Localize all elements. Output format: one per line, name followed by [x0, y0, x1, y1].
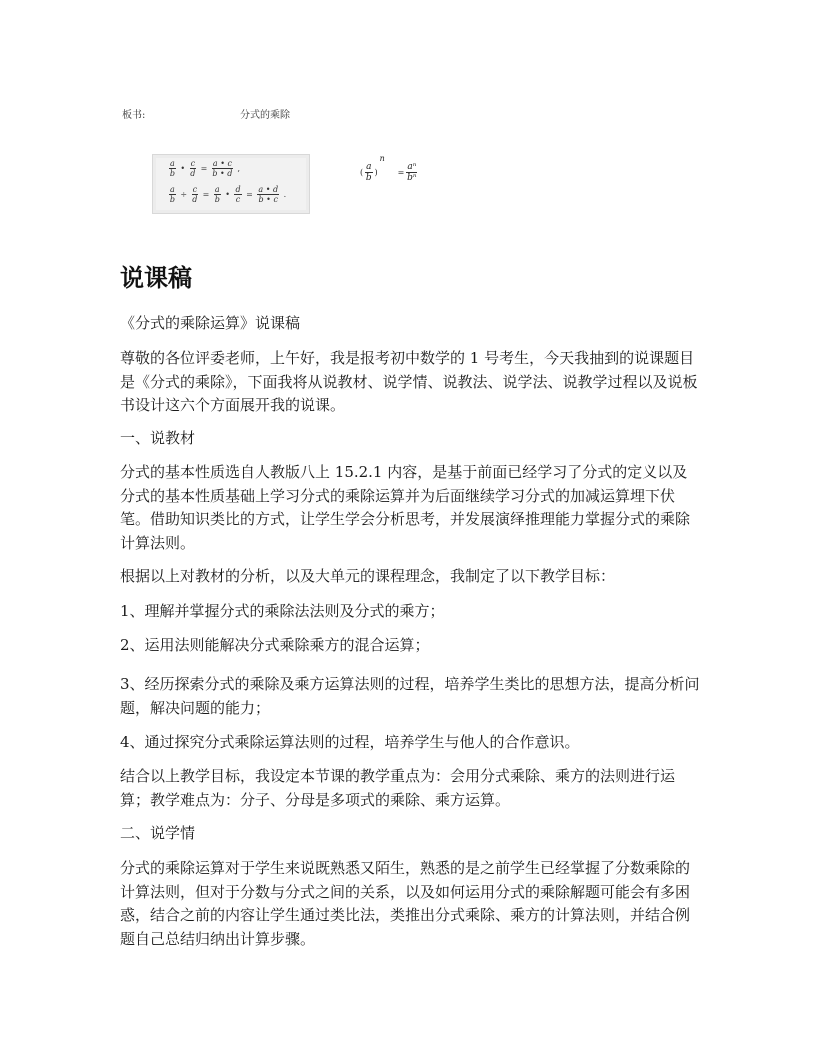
objective-4: 4、通过探究分式乘除运算法则的过程，培养学生与他人的合作意识。 — [120, 733, 580, 751]
f2-div: ÷ — [180, 190, 188, 199]
f2-result-num: a • d — [258, 185, 279, 194]
paragraph-key-points: 结合以上教学目标，我设定本节课的教学重点为：会用分式乘除、乘方的法则进行运算；教学难点为：分子、分母是多项式的乘除、乘方运算。 — [120, 767, 676, 809]
objective-3: 3、经历探索分式的乘除及乘方运算法则的过程，培养学生类比的思想方法，提高分析问题，解决问题的能力； — [120, 675, 700, 717]
f2-den-d: d — [192, 195, 198, 204]
formula-power — [358, 154, 417, 183]
section-heading-students: 二、说学情 — [120, 824, 196, 842]
formula-divide — [169, 185, 288, 204]
f2-eq: = — [202, 190, 210, 199]
paragraph-subtitle: 《分式的乘除运算》说课稿 — [120, 314, 301, 332]
f2-tail: . — [283, 190, 287, 199]
power-lparen: ( — [360, 168, 364, 177]
f1-result-num: a • c — [212, 159, 232, 168]
power-num: a — [366, 162, 372, 172]
power-den: b — [365, 173, 372, 183]
f1-eq: = — [200, 164, 208, 173]
f2-den-b2: b — [214, 195, 220, 204]
power-result-num: aⁿ — [407, 162, 417, 172]
paragraph-intro: 尊敬的各位评委老师，上午好，我是报考初中数学的 1 号考生，今天我抽到的说课题目是《分式的乘除》，下面我将从说教材、说学情、说教法、说学法、说教学过程以及说板书设计这六个方面展开我的说课。 — [120, 349, 698, 414]
f2-num-d: d — [235, 185, 241, 194]
f1-result-den: b • d — [212, 169, 233, 178]
f1-den-b: b — [169, 169, 175, 178]
f2-num-c: c — [192, 185, 198, 194]
power-result-den: bⁿ — [407, 173, 417, 183]
f2-num-a2: a — [214, 185, 220, 194]
paragraph-objectives-intro: 根据以上对教材的分析，以及大单元的课程理念，我制定了以下教学目标： — [120, 567, 616, 585]
f2-times: • — [225, 190, 230, 199]
f1-times: • — [180, 164, 186, 173]
page-heading: 说课稿 — [120, 264, 192, 292]
power-rparen: ) — [374, 168, 378, 177]
objective-2: 2、运用法则能解决分式乘除乘方的混合运算； — [120, 636, 430, 654]
power-exponent: n — [379, 154, 385, 163]
f2-num-a: a — [170, 185, 175, 194]
f2-den-b: b — [169, 195, 175, 204]
f1-den-d: d — [190, 169, 196, 178]
section-heading-textbook: 一、说教材 — [120, 429, 196, 447]
f2-result-den: b • c — [258, 195, 278, 204]
f1-num-a: a — [170, 159, 175, 168]
board-title: 分式的乘除 — [240, 110, 290, 121]
formula-multiply — [169, 159, 242, 178]
paragraph-students: 分式的乘除运算对于学生来说既熟悉又陌生，熟悉的是之前学生已经掌握了分数乘除的计算法则，但对于分数与分式之间的关系，以及如何运用分式的乘除解题可能会有多困惑，结合之前的内容让学生通过类比法，类推出分式乘除、乘方的计算法则，并结合例题自己总结归纳出计算步骤。 — [120, 859, 691, 948]
objective-1: 1、理解并掌握分式的乘除法法则及分式的乘方； — [120, 602, 445, 620]
f2-eq2: = — [246, 190, 253, 199]
f1-tail: , — [237, 164, 241, 173]
f1-num-c: c — [190, 159, 196, 168]
paragraph-textbook: 分式的基本性质选自人教版八上 15.2.1 内容，是基于前面已经学习了分式的定义以及分式的基本性质基础上学习分式的乘除运算并为后面继续学习分式的加减运算埋下伏笔。借助知识类比的方式，让学生学会分析思考，并发展演绎推理能力掌握分式的乘除计算法则。 — [120, 463, 691, 552]
power-eq: = — [397, 168, 405, 177]
board-label: 板书: — [122, 110, 146, 121]
formula-image — [152, 154, 310, 214]
f2-den-c: c — [235, 195, 241, 204]
